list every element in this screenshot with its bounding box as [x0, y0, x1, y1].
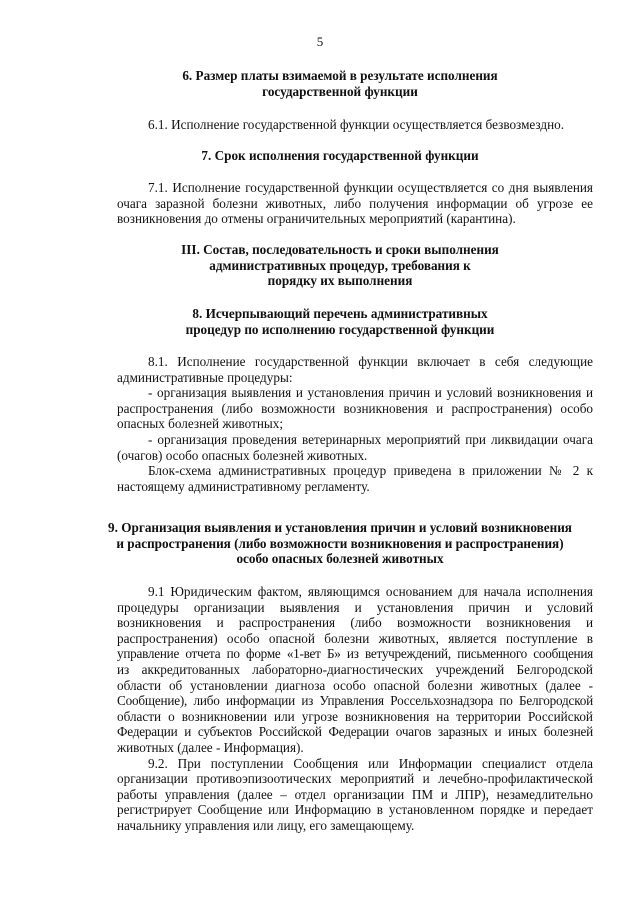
heading-line: 7. Срок исполнения государственной функции — [201, 148, 479, 163]
text-line: 7.1. Исполнение государственной функции осуществляется со дня выявления — [148, 180, 593, 195]
heading-line: 8. Исчерпывающий перечень административных — [192, 306, 488, 321]
text-line: области о возникновении или угрозе возникновения на территории Российской — [117, 708, 593, 724]
paragraph-7-1 — [117, 180, 593, 227]
paragraph-9 — [117, 584, 593, 834]
text-line: области об установлении диагноза особо опасной болезни животных (далее - — [117, 677, 593, 693]
text-line: распространения) особо опасной болезни животных, является поступление в — [117, 630, 593, 646]
text-line: работы управления (далее – отдел организации ПМ и ЛПР), незамедлительно — [117, 786, 593, 802]
heading-line: процедур по исполнению государственной функции — [185, 321, 495, 337]
text-line: процедуры организации выявления и установления причин и условий — [117, 599, 593, 615]
text-line: Сообщение), либо информации из Управления Россельхознадзора по Белгородской — [117, 693, 593, 709]
text-line: 9.1 Юридическим фактом, являющимся основанием для начала исполнения — [148, 584, 593, 599]
heading-line: административных процедур, требования к — [209, 257, 471, 273]
text-line: возникновения до отмены ограничительных мероприятий (карантина). — [117, 211, 516, 227]
section-6-heading — [60, 68, 620, 99]
text-line: управление отчета по форме «1-вет Б» из ветучреждений, письменного сообщения — [117, 646, 593, 662]
text-line: начальнику управления или лицу, его замещающему. — [117, 817, 415, 833]
heading-line: 6. Размер платы взимаемой в результате исполнения — [182, 68, 498, 83]
page-number: 5 — [316, 34, 324, 49]
heading-line: III. Состав, последовательность и сроки выполнения — [181, 242, 499, 257]
text-line: 6.1. Исполнение государственной функции осуществляется безвозмездно. — [148, 117, 565, 132]
heading-line: и распространения (либо возможности возникновения и распространения) — [116, 535, 564, 551]
heading-line: особо опасных болезней животных — [236, 551, 444, 567]
text-line: регистрирует Сообщение или Информацию в установленном порядке и передает — [117, 802, 593, 818]
text-line: - организация выявления и установления причин и условий возникновения и — [148, 385, 593, 401]
section-8-heading — [60, 306, 620, 337]
text-line: очага заразной болезни животных, либо получения информации об угрозе ее — [117, 195, 593, 211]
text-line: 8.1. Исполнение государственной функции включает в себя следующие — [148, 354, 593, 369]
section-7-heading — [60, 148, 620, 164]
text-line: (очагов) особо опасных болезней животных. — [117, 447, 368, 463]
text-line: распространения (либо возможности возникновения и распространения) особо — [117, 400, 593, 416]
text-line: Блок-схема административных процедур приведена в приложении № 2 к — [148, 463, 593, 479]
text-line: Федерации и субъектов Российской Федерации очагов заразных и иных болезней — [117, 724, 593, 740]
text-line: организации противоэпизоотических мероприятий и лечебно-профилактической — [117, 771, 593, 787]
heading-line: порядку их выполнения — [267, 273, 413, 289]
section-iii-heading — [60, 242, 620, 289]
section-9-heading — [60, 520, 620, 567]
text-line: настоящему административному регламенту. — [117, 478, 370, 494]
paragraph-6-1 — [148, 117, 593, 133]
heading-line: 9. Организация выявления и установления причин и условий возникновения — [108, 520, 572, 535]
text-line: животных (далее - Информация). — [117, 739, 304, 755]
text-line: возникновения и распространения (либо возможности возникновения и — [117, 615, 593, 631]
text-line: 9.2. При поступлении Сообщения или Информации специалист отдела — [148, 755, 593, 771]
paragraph-8-1 — [117, 354, 593, 494]
text-line: из аккредитованных лабораторно-диагностических учреждений Белгородской — [117, 661, 593, 677]
heading-line: государственной функции — [262, 83, 418, 99]
text-line: административные процедуры: — [117, 369, 293, 385]
text-line: - организация проведения ветеринарных мероприятий при ликвидации очага — [148, 431, 593, 447]
text-line: опасных болезней животных; — [117, 416, 284, 432]
